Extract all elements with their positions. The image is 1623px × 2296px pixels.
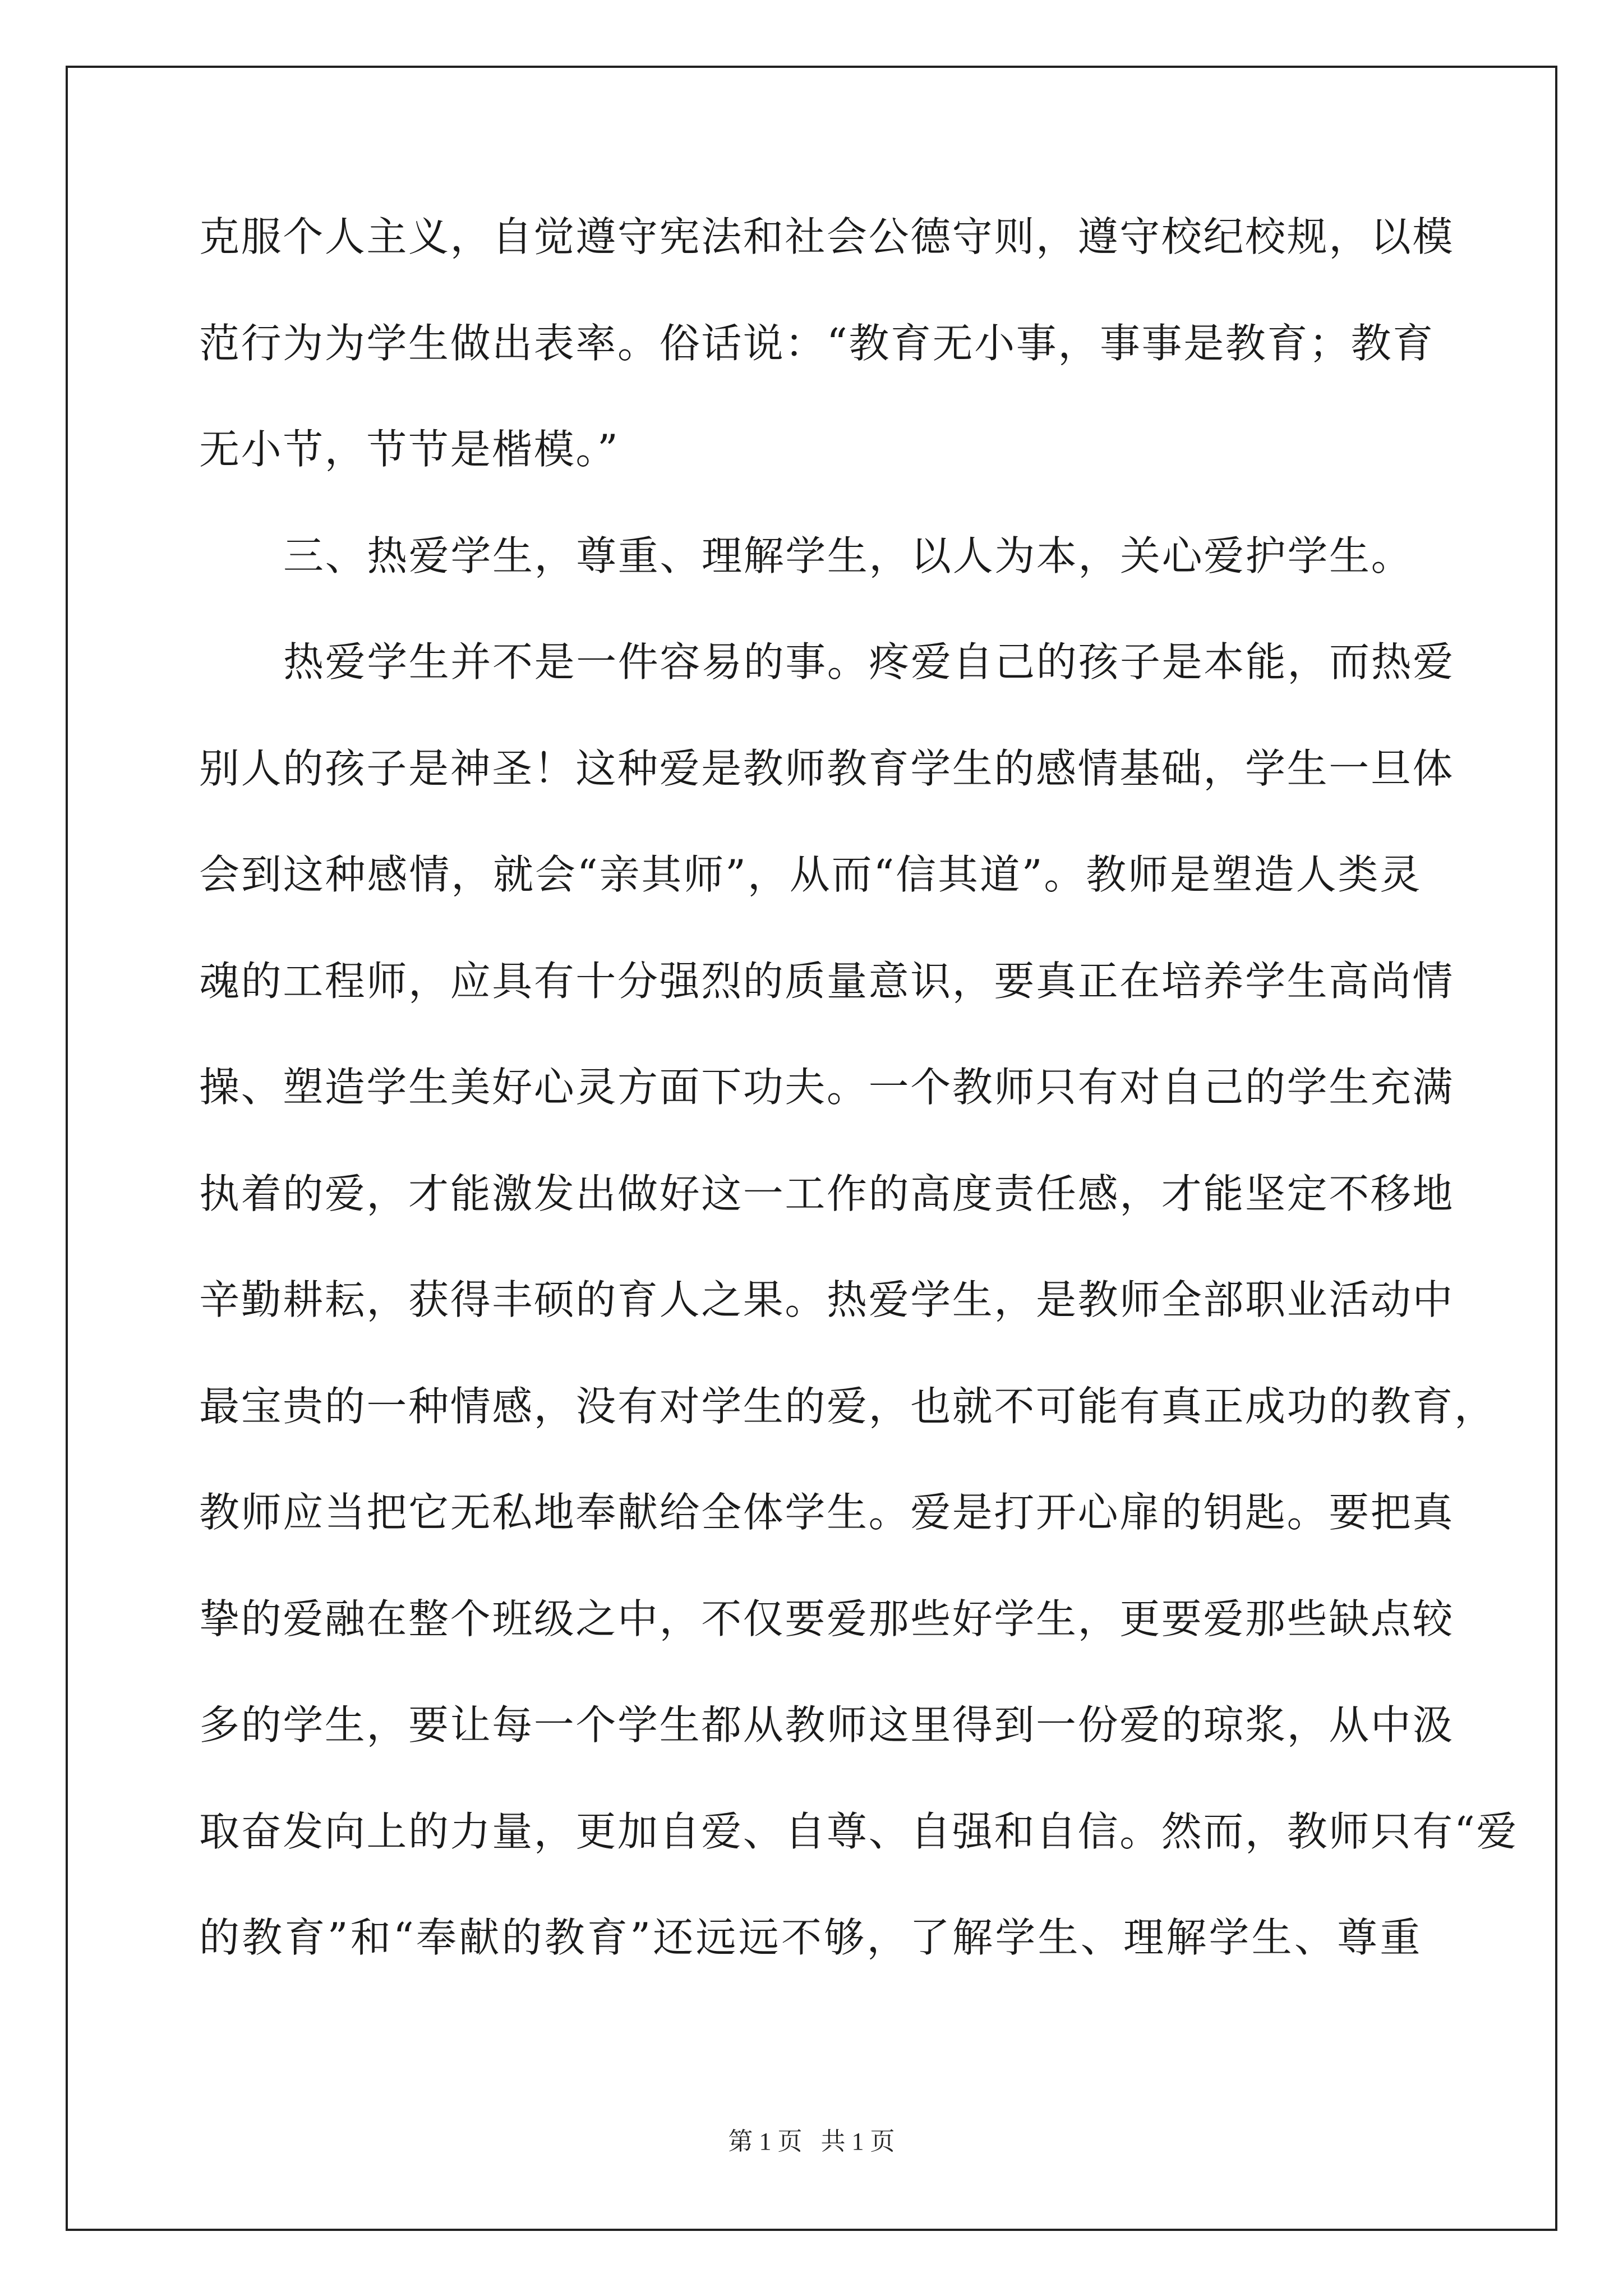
text-line: 取奋发向上的力量，更加自爱、自尊、自强和自信。然而，教师只有“爱 xyxy=(199,1807,1519,1855)
text-line: 的教育”和“奉献的教育”还远远不够，了解学生、理解学生、尊重 xyxy=(199,1914,1422,1961)
text-line: 克服个人主义，自觉遵守宪法和社会公德守则，遵守校纪校规，以模 xyxy=(199,213,1455,260)
page-number: 第 1 页 xyxy=(728,2128,803,2155)
document-body xyxy=(199,209,1519,2016)
text-line: 别人的孩子是神圣！这种爱是教师教育学生的感情基础，学生一旦体 xyxy=(199,744,1455,792)
text-line: 范行为为学生做出表率。俗话说：“教育无小事，事事是教育；教育 xyxy=(199,319,1435,367)
text-line: 教师应当把它无私地奉献给全体学生。爱是打开心扉的钥匙。要把真 xyxy=(199,1489,1455,1536)
text-line: 魂的工程师，应具有十分强烈的质量意识，要真正在培养学生高尚情 xyxy=(199,957,1455,1005)
text-line: 会到这种感情，就会“亲其师”，从而“信其道”。教师是塑造人类灵 xyxy=(199,851,1422,898)
text-line: 热爱学生并不是一件容易的事。疼爱自己的孩子是本能，而热爱 xyxy=(283,638,1455,685)
text-line: 辛勤耕耘，获得丰硕的育人之果。热爱学生，是教师全部职业活动中 xyxy=(199,1276,1455,1323)
section-heading: 三、热爱学生，尊重、理解学生，以人为本，关心爱护学生。 xyxy=(283,532,1413,579)
text-line: 挚的爱融在整个班级之中，不仅要爱那些好学生，更要爱那些缺点较 xyxy=(199,1595,1455,1642)
text-line: 操、塑造学生美好心灵方面下功夫。一个教师只有对自己的学生充满 xyxy=(199,1064,1455,1111)
text-line: 多的学生，要让每一个学生都从教师这里得到一份爱的琼浆，从中汲 xyxy=(199,1701,1455,1749)
page-total: 共 1 页 xyxy=(820,2128,895,2155)
text-line: 无小节，节节是楷模。” xyxy=(199,426,620,473)
text-line: 最宝贵的一种情感，没有对学生的爱，也就不可能有真正成功的教育， xyxy=(199,1382,1496,1430)
page-footer xyxy=(0,2125,1623,2159)
text-line: 执着的爱，才能激发出做好这一工作的高度责任感，才能坚定不移地 xyxy=(199,1170,1455,1217)
